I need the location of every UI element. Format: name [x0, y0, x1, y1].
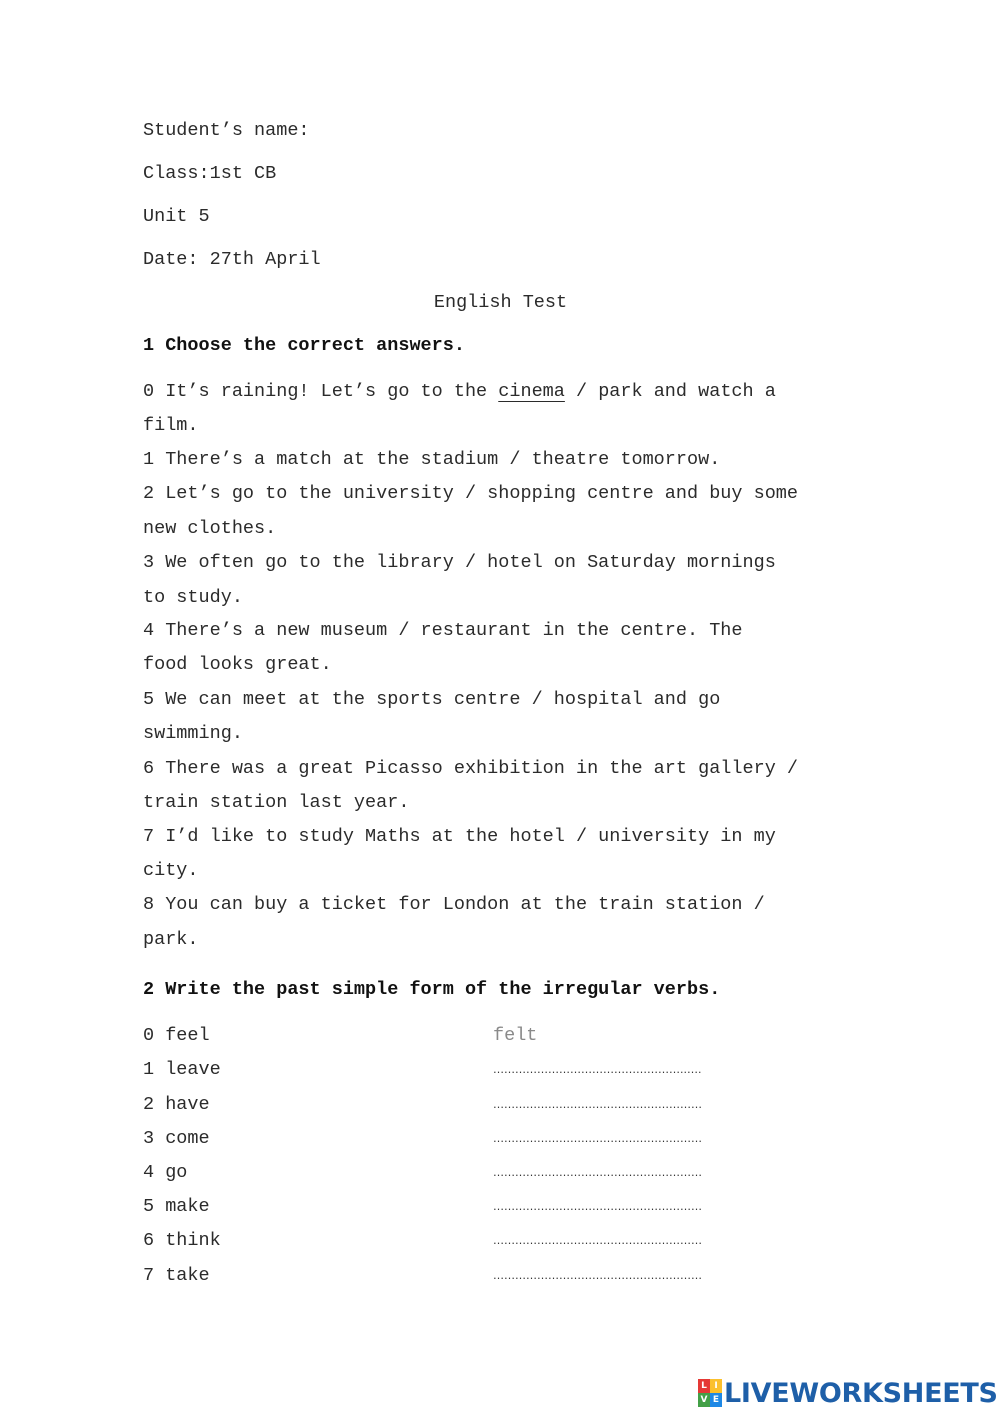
exercise1-line[interactable]: 3 We often go to the library / hotel on Saturday mornings	[143, 552, 776, 573]
answer-blank[interactable]: ……………………………………………..….	[493, 1063, 702, 1076]
logo-text: LIVEWORKSHEETS	[724, 1377, 998, 1409]
exercise1-line[interactable]: 2 Let’s go to the university / shopping centre and buy some	[143, 483, 799, 504]
answer-blank[interactable]: …………………………………………………	[493, 1269, 702, 1282]
exercise1-line: city.	[143, 860, 199, 881]
example-text-end: / park and watch a	[564, 381, 776, 402]
example-text-start: 0 It’s raining! Let’s go to the	[143, 381, 499, 402]
verb-row	[143, 1094, 743, 1115]
exercise1-line: food looks great.	[143, 654, 332, 675]
exercise1-heading: 1 Choose the correct answers.	[143, 335, 465, 356]
verb-row	[143, 1128, 743, 1149]
verb-row	[143, 1230, 743, 1251]
exercise1-example-cont: film.	[143, 415, 199, 436]
answer-blank[interactable]: …………………………………………………	[493, 1200, 702, 1213]
exercise1-line[interactable]: 5 We can meet at the sports centre / hospital and go	[143, 689, 721, 710]
exercise1-line[interactable]: 4 There’s a new museum / restaurant in the centre. The	[143, 620, 743, 641]
exercise1-line: to study.	[143, 587, 243, 608]
verb-label: 7 take	[143, 1265, 210, 1286]
exercise1-example	[143, 381, 776, 402]
unit-label: Unit 5	[143, 206, 210, 227]
exercise1-line[interactable]: park.	[143, 929, 199, 950]
answer-blank[interactable]: …………………………………………………	[493, 1166, 702, 1179]
verb-row	[143, 1059, 743, 1080]
answer-blank[interactable]: …………………………………………………	[493, 1234, 702, 1247]
class-label: Class:1st CB	[143, 163, 277, 184]
live-badge-icon	[698, 1379, 722, 1407]
exercise2-heading: 2 Write the past simple form of the irregular verbs.	[143, 979, 721, 1000]
exercise1-line[interactable]: 6 There was a great Picasso exhibition in the art gallery /	[143, 758, 799, 779]
answer-blank[interactable]: …………………………………………………	[493, 1132, 702, 1145]
exercise1-line[interactable]: 7 I’d like to study Maths at the hotel / university in my	[143, 826, 776, 847]
verb-label: 3 come	[143, 1128, 210, 1149]
liveworksheets-logo[interactable]	[698, 1377, 998, 1409]
verb-label: 6 think	[143, 1230, 221, 1251]
verb-row-example	[143, 1025, 743, 1046]
verb-row	[143, 1162, 743, 1183]
page-title: English Test	[433, 292, 568, 313]
answer-blank[interactable]: …………………………………………………	[493, 1098, 702, 1111]
example-answer: felt	[493, 1025, 538, 1046]
exercise1-line: new clothes.	[143, 518, 277, 539]
exercise1-line[interactable]: 8 You can buy a ticket for London at the train station /	[143, 894, 765, 915]
student-name-label: Student’s name:	[143, 120, 310, 141]
example-answer-underlined: cinema	[498, 381, 565, 402]
badge-letter: E	[710, 1393, 722, 1407]
exercise1-line[interactable]: 1 There’s a match at the stadium / theatre tomorrow.	[143, 449, 721, 470]
exercise1-line: swimming.	[143, 723, 243, 744]
verb-row	[143, 1265, 743, 1286]
badge-letter: I	[710, 1379, 722, 1393]
verb-label: 2 have	[143, 1094, 210, 1115]
exercise1-line[interactable]: train station last year.	[143, 792, 410, 813]
date-label: Date: 27th April	[143, 249, 321, 270]
verb-row	[143, 1196, 743, 1217]
badge-letter: V	[698, 1393, 710, 1407]
verb-label: 0 feel	[143, 1025, 210, 1046]
verb-label: 1 leave	[143, 1059, 221, 1080]
verb-label: 4 go	[143, 1162, 188, 1183]
badge-letter: L	[698, 1379, 710, 1393]
verb-label: 5 make	[143, 1196, 210, 1217]
